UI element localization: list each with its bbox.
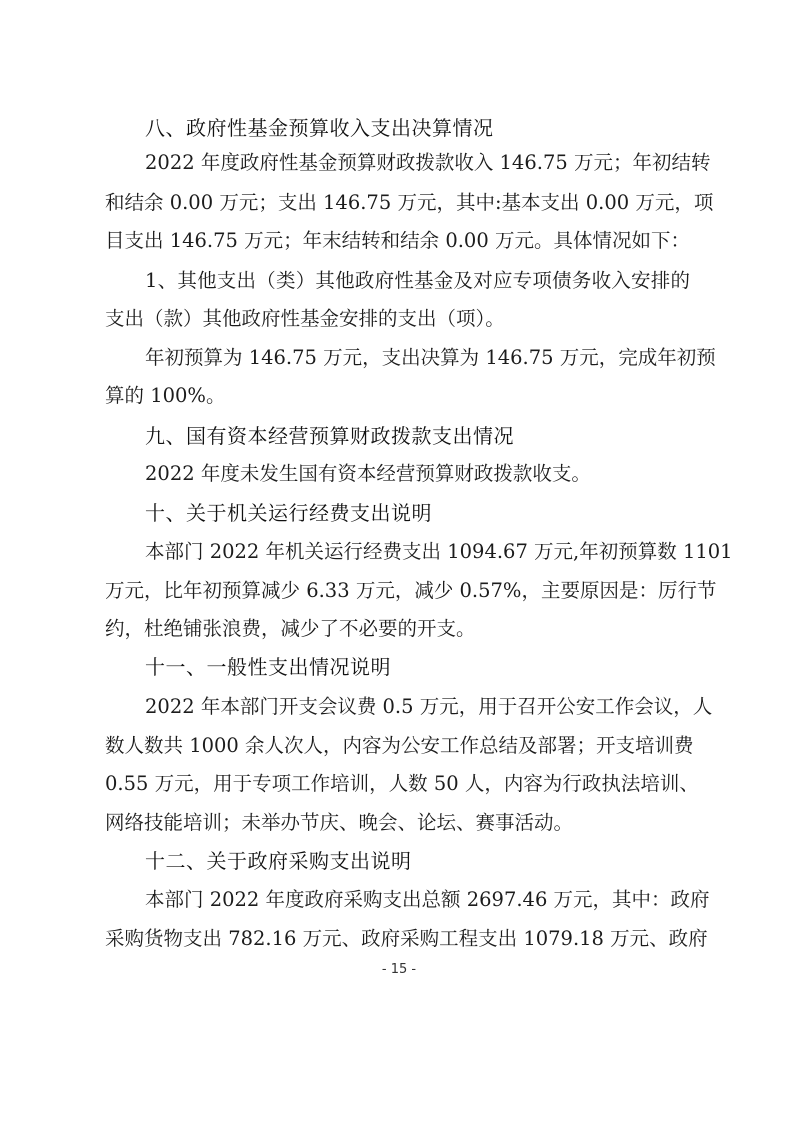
paragraph-line: 2022 年度政府性基金预算财政拨款收入 146.75 万元；年初结转 [145, 151, 711, 174]
paragraph-line: 万元，比年初预算减少 6.33 万元，减少 0.57%，主要原因是：厉行节 [105, 579, 717, 602]
paragraph-line: 支出（款）其他政府性基金安排的支出（项）。 [105, 307, 505, 330]
paragraph-line: 本部门 2022 年机关运行经费支出 1094.67 万元,年初预算数 1101 [145, 540, 733, 563]
section-heading-10: 十、关于机关运行经费支出说明 [145, 501, 432, 525]
paragraph-line: 1、其他支出（类）其他政府性基金及对应专项债务收入安排的 [145, 269, 690, 292]
section-heading-8: 八、政府性基金预算收入支出决算情况 [145, 116, 494, 140]
section-heading-11: 十一、一般性支出情况说明 [145, 655, 391, 679]
paragraph-line: 2022 年度未发生国有资本经营预算财政拨款收支。 [145, 462, 591, 485]
section-heading-12: 十二、关于政府采购支出说明 [145, 849, 412, 873]
paragraph-line: 数人数共 1000 余人次人，内容为公安工作总结及部署；开支培训费 [105, 734, 694, 757]
paragraph-line: 约，杜绝铺张浪费，减少了不必要的开支。 [105, 617, 476, 640]
paragraph-line: 本部门 2022 年度政府采购支出总额 2697.46 万元，其中：政府 [145, 888, 710, 911]
paragraph-line: 2022 年本部门开支会议费 0.5 万元，用于召开公安工作会议，人 [145, 695, 713, 718]
paragraph-line: 网络技能培训；未举办节庆、晚会、论坛、赛事活动。 [105, 811, 574, 834]
page-number: - 15 - [381, 962, 417, 977]
paragraph-line: 年初预算为 146.75 万元，支出决算为 146.75 万元，完成年初预 [145, 346, 716, 369]
paragraph-line: 和结余 0.00 万元；支出 146.75 万元，其中:基本支出 0.00 万元，项 [105, 191, 714, 214]
section-heading-9: 九、国有资本经营预算财政拨款支出情况 [145, 424, 514, 448]
paragraph-line: 0.55 万元，用于专项工作培训，人数 50 人，内容为行政执法培训、 [105, 772, 699, 795]
paragraph-line: 算的 100%。 [105, 384, 226, 407]
paragraph-line: 采购货物支出 782.16 万元、政府采购工程支出 1079.18 万元、政府 [105, 927, 708, 950]
paragraph-line: 目支出 146.75 万元；年末结转和结余 0.00 万元。具体情况如下： [105, 229, 690, 252]
